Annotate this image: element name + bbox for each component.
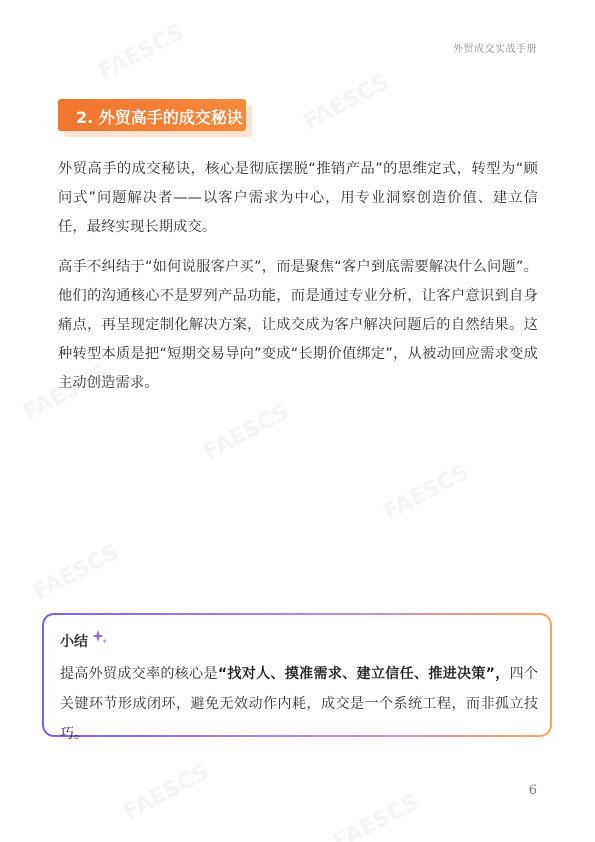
summary-inner	[44, 615, 550, 742]
section-heading-banner	[58, 99, 252, 137]
summary-text-before: 提高外贸成交率的核心是	[60, 666, 218, 682]
watermark	[30, 540, 124, 606]
watermark	[380, 460, 474, 526]
document-header-title: 外贸成交实战手册	[453, 44, 537, 55]
summary-title: 小结	[60, 634, 88, 650]
summary-box	[42, 613, 552, 742]
watermark	[95, 20, 189, 86]
summary-text-bold: “找对人、摸准需求、建立信任、推进决策”，	[217, 666, 510, 682]
body-paragraph-1: 外贸高手的成交秘诀，核心是彻底摆脱“推销产品”的思维定式，转型为“顾问式”问题解决者——以客户需求为中心，用专业洞察创造价值、建立信任，最终实现长期成交。	[58, 161, 538, 235]
watermark	[300, 70, 394, 136]
watermark	[120, 760, 214, 826]
summary-text-after: 四个关键环节形成闭环，避免无效动作内耗，成交是一个系统工程，而非孤立技巧。	[60, 666, 539, 742]
body-paragraph-2: 高手不纠结于“如何说服客户买”，而是聚焦“客户到底需要解决什么问题”。他们的沟通核心不是罗列产品功能，而是通过专业分析，让客户意识到自身痛点，再呈现定制化解决方案，让成交成为客户解决问题后的自然结果。这种转型本质是把“短期交易导向”变成“长期价值绑定”，从被动回应需求变成主动创造需求。	[58, 259, 538, 391]
section-title: 2. 外贸高手的成交秘诀	[76, 108, 243, 127]
sparkle-icon	[92, 629, 108, 645]
page-number: 6	[528, 783, 537, 798]
summary-text	[60, 659, 538, 749]
watermark	[200, 400, 294, 466]
watermark	[330, 790, 424, 842]
